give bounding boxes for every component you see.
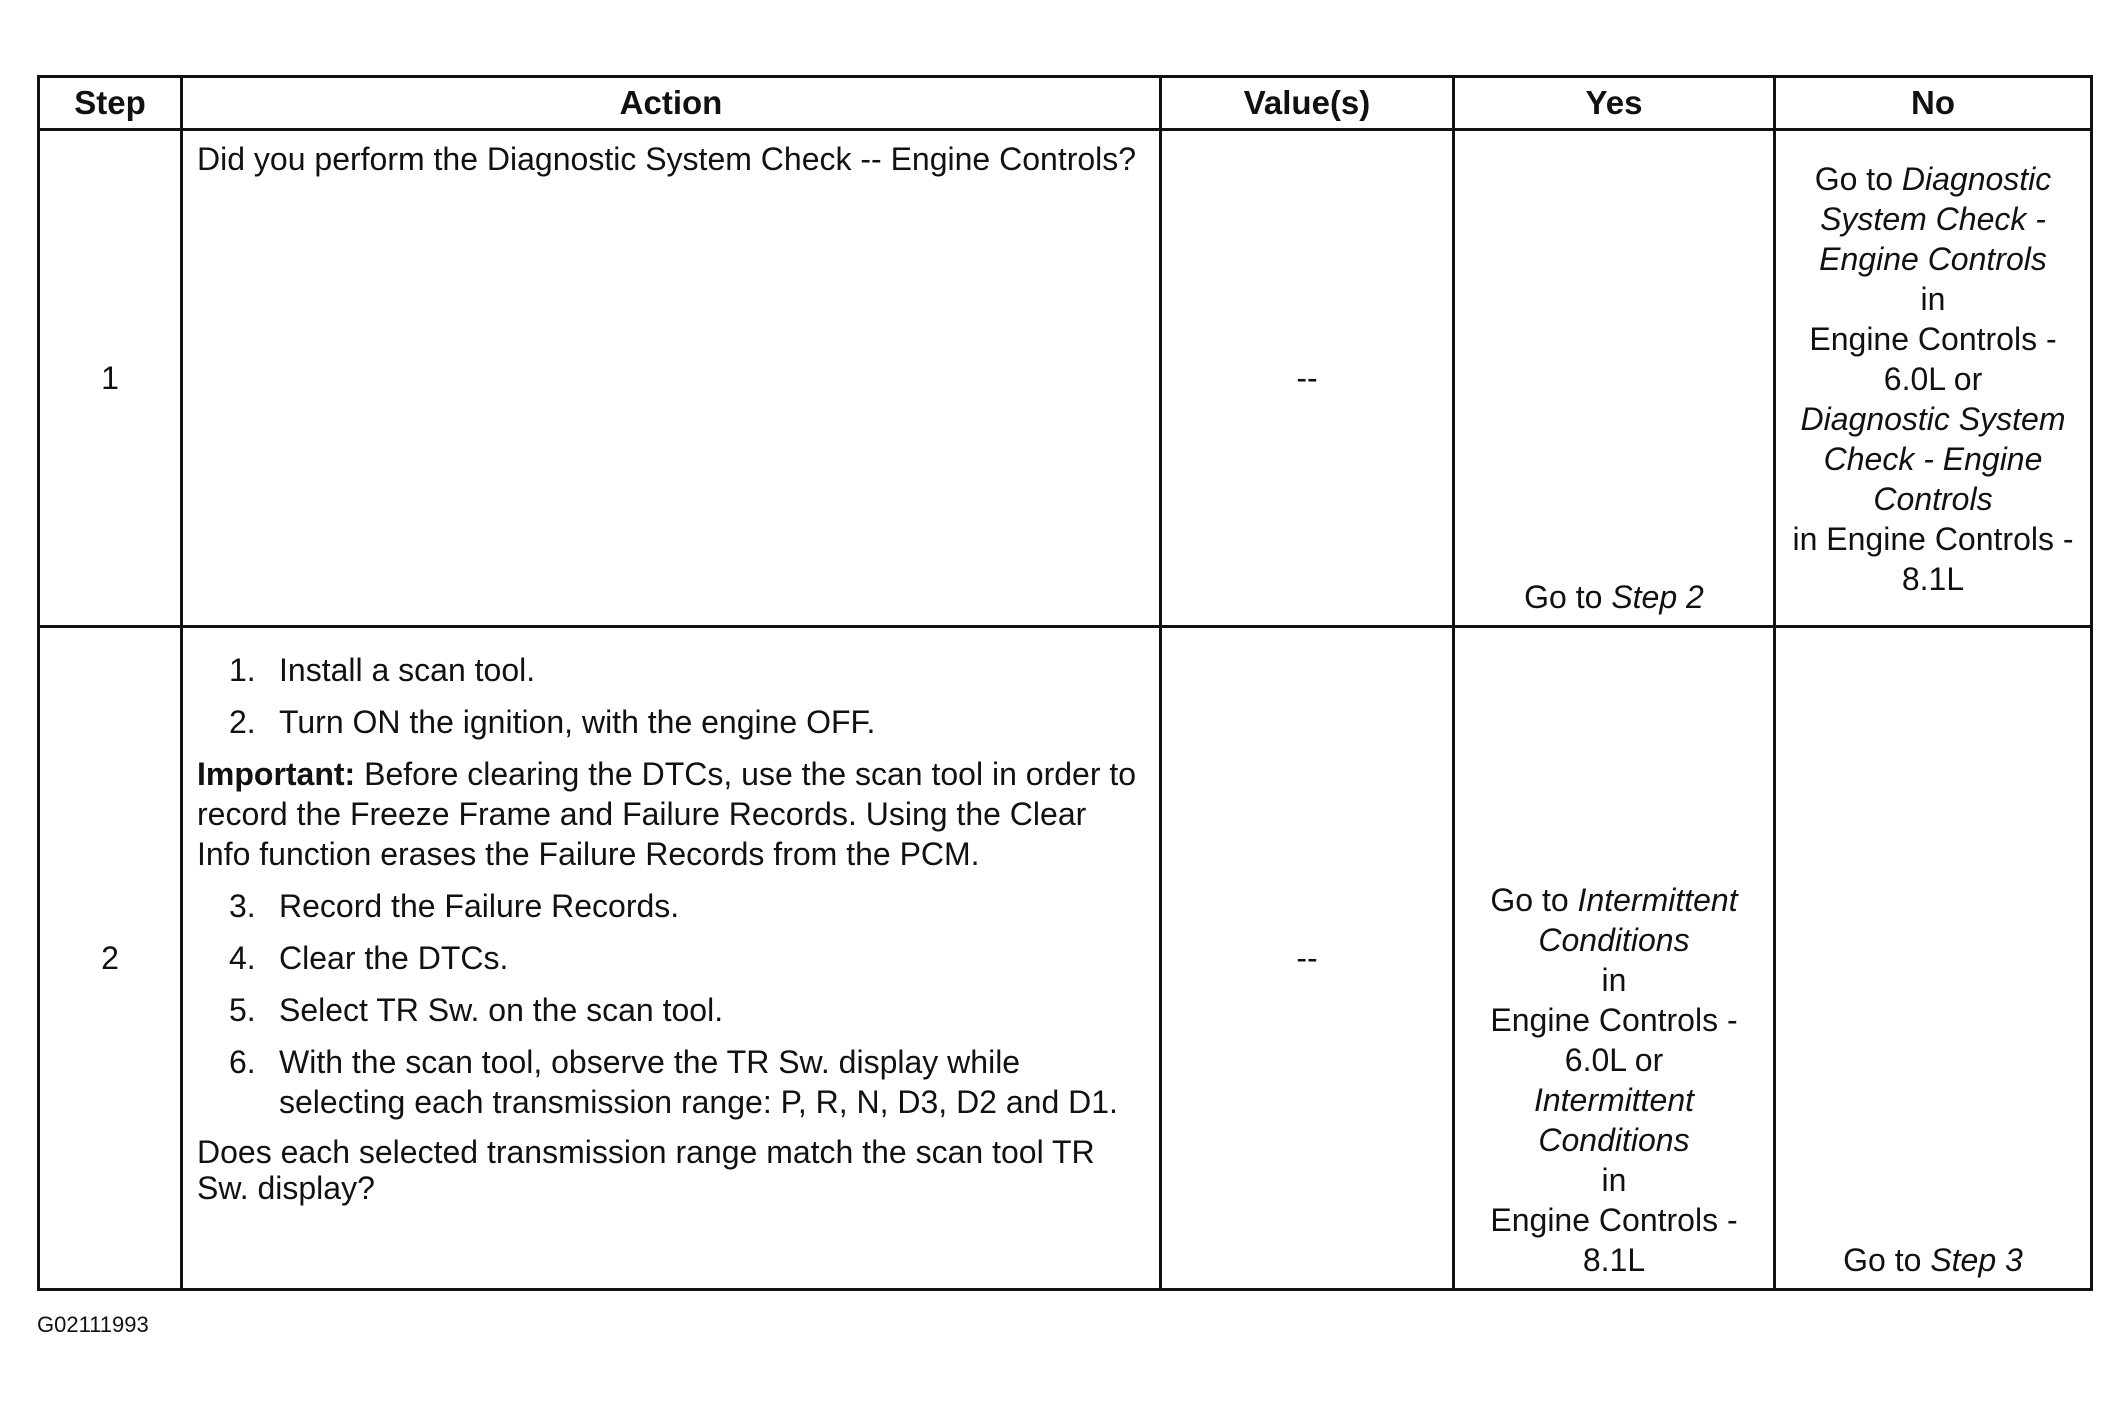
header-yes: Yes — [1454, 77, 1775, 130]
yes-link-intermittent-8l[interactable]: Intermittent Conditions — [1533, 1082, 1695, 1158]
yes-in-text: in — [1601, 1162, 1627, 1198]
yes-cell — [1454, 627, 1775, 1290]
important-label: Important: — [197, 756, 356, 792]
no-prefix: Go to — [1843, 1242, 1931, 1278]
header-step: Step — [39, 77, 182, 130]
no-link-diagnostic-check-6l[interactable]: Diagnostic System Check - Engine Controls — [1819, 161, 2052, 277]
yes-link-intermittent-6l[interactable]: Intermittent Conditions — [1538, 882, 1738, 958]
header-row — [39, 77, 2092, 130]
header-action: Action — [182, 77, 1161, 130]
numbered-steps — [197, 650, 1145, 742]
action-cell — [182, 627, 1161, 1290]
yes-in-text: in — [1601, 962, 1627, 998]
step-number: 2 — [39, 627, 182, 1290]
list-item: 4. Clear the DTCs. — [229, 940, 509, 976]
yes-prefix: Go to — [1490, 882, 1578, 918]
list-item: 6. With the scan tool, observe the TR Sw. display while selecting each transmission range: P, R, N, D3, D2 and D1. — [229, 1044, 1118, 1120]
action-cell — [182, 130, 1161, 627]
diagnostic-table — [37, 75, 2093, 1291]
no-cell — [1775, 130, 2092, 627]
list-item: 3. Record the Failure Records. — [229, 888, 680, 924]
no-link-diagnostic-check-8l[interactable]: Diagnostic System Check - Engine Controls — [1800, 401, 2066, 517]
no-cell — [1775, 627, 2092, 1290]
no-prefix: Go to — [1814, 161, 1902, 197]
yes-link[interactable]: Step 2 — [1611, 579, 1704, 615]
important-text: Before clearing the DTCs, use the scan tool in order to record the Freeze Frame and Failure Records. Using the Clear Info function erases the Failure Records from the PCM. — [197, 756, 1137, 872]
list-item: 2. Turn ON the ignition, with the engine OFF. — [229, 704, 876, 740]
numbered-steps — [197, 886, 1145, 1122]
important-note — [197, 754, 1145, 874]
yes-cell — [1454, 130, 1775, 627]
no-in-text: in — [1920, 281, 1946, 317]
step-number: 1 — [39, 130, 182, 627]
action-question: Did you perform the Diagnostic System Check -- Engine Controls? — [197, 141, 1137, 177]
table-row — [39, 627, 2092, 1290]
value-cell: -- — [1161, 627, 1454, 1290]
value-cell: -- — [1161, 130, 1454, 627]
list-item: 5. Select TR Sw. on the scan tool. — [229, 992, 724, 1028]
table-row — [39, 130, 2092, 627]
yes-prefix: Go to — [1524, 579, 1612, 615]
yes-engine-controls-8l: Engine Controls - 8.1L — [1490, 1202, 1738, 1278]
yes-engine-controls-6l: Engine Controls - 6.0L or — [1490, 1002, 1738, 1078]
header-no: No — [1775, 77, 2092, 130]
figure-id: G02111993 — [37, 1312, 149, 1337]
header-values: Value(s) — [1161, 77, 1454, 130]
no-engine-controls-6l: Engine Controls - 6.0L or — [1809, 321, 2057, 397]
no-link[interactable]: Step 3 — [1930, 1242, 2023, 1278]
list-item: 1. Install a scan tool. — [229, 652, 536, 688]
no-engine-controls-8l: in Engine Controls - 8.1L — [1792, 521, 2074, 597]
action-question: Does each selected transmission range match the scan tool TR Sw. display? — [197, 1134, 1095, 1206]
